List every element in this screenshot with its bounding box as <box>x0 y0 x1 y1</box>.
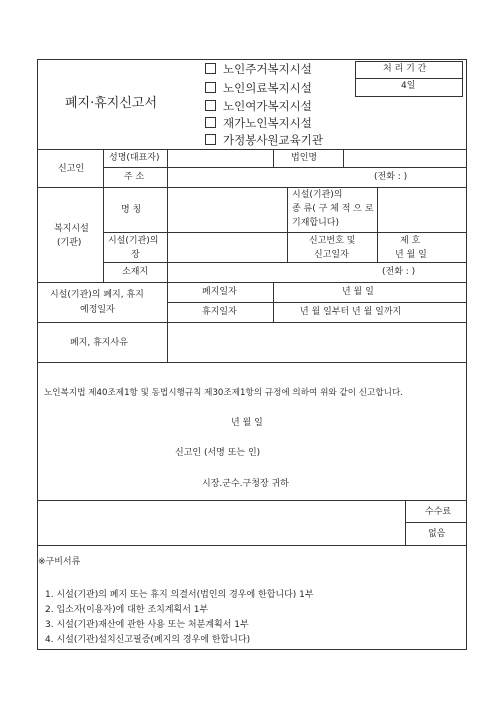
facility-section-label: 복지시설 <box>54 224 89 234</box>
facility-head-label-1: 시설(기관)의 <box>108 236 159 246</box>
declaration-statement: 노인복지법 제40조제1항 및 동법시행규칙 제30조제1항의 규정에 의하여 위와 같이 신고합니다. <box>44 388 403 398</box>
facility-section-label-sub: (기관) <box>57 238 82 248</box>
declaration-date[interactable]: 년 월 일 <box>231 418 263 428</box>
document-item: 1. 시설(기관)의 폐지 또는 휴지 의결서(법인의 경우에 한합니다) 1부 <box>45 590 314 600</box>
facility-phone-label: (전화 : ) <box>382 267 416 277</box>
checkbox-residential[interactable] <box>205 63 216 74</box>
report-number-label-2: 신고일자 <box>314 250 349 260</box>
option-residential[interactable]: 노인주거복지시설 <box>205 63 312 76</box>
facility-type-label-1: 시설(기관)의 <box>292 190 343 200</box>
checkbox-medical[interactable] <box>205 82 216 93</box>
facility-head-field[interactable] <box>168 233 287 262</box>
facility-location-field[interactable] <box>168 263 368 282</box>
applicant-name-label: 성명(대표자) <box>109 153 160 163</box>
fee-value: 없음 <box>428 529 446 539</box>
option-leisure[interactable]: 노인여가복지시설 <box>205 100 312 113</box>
form-title: 폐지·휴지신고서 <box>65 96 158 111</box>
suspension-date-label: 휴지일자 <box>202 307 237 317</box>
applicant-address-label: 주 소 <box>124 172 145 182</box>
facility-type-label-2: 종 류( 구 체 적 으 로 <box>292 204 374 214</box>
reason-label: 폐지, 휴지사유 <box>70 338 128 348</box>
facility-name-label: 명 칭 <box>121 205 142 215</box>
facility-name-field[interactable] <box>168 188 287 232</box>
report-date-value[interactable]: 년 월 일 <box>395 250 427 260</box>
applicant-phone-label: (전화 : ) <box>374 172 408 182</box>
closure-date-label: 폐지일자 <box>202 287 237 297</box>
option-medical[interactable]: 노인의료복지시설 <box>205 82 312 95</box>
suspension-date-value[interactable]: 년 월 일부터 년 월 일까지 <box>300 307 402 317</box>
checkbox-home-care[interactable] <box>205 117 216 128</box>
dates-section-label-sub: 예정일자 <box>80 305 115 315</box>
fee-label: 수수료 <box>425 507 452 517</box>
facility-type-label-3: 기재합니다) <box>292 218 339 228</box>
report-number-value[interactable]: 제 호 <box>400 236 421 246</box>
corporation-name-label: 법인명 <box>291 153 318 163</box>
checkbox-leisure[interactable] <box>205 100 216 111</box>
processing-period-label: 처 리 기 간 <box>383 64 427 74</box>
facility-location-label: 소재지 <box>122 267 149 277</box>
option-training[interactable]: 가정봉사원교육기관 <box>205 134 323 147</box>
facility-head-label-2: 장 <box>131 250 140 260</box>
dates-section-label: 시설(기관)의 폐지, 휴지 <box>50 290 144 300</box>
documents-heading: ※구비서류 <box>38 557 81 567</box>
report-number-label-1: 신고번호 및 <box>309 236 356 246</box>
applicant-section-label: 신고인 <box>58 164 85 174</box>
facility-type-field[interactable] <box>378 188 466 232</box>
applicant-name-field[interactable] <box>168 150 273 167</box>
applicant-address-field[interactable] <box>168 168 368 187</box>
document-item: 3. 시설(기관)재산에 관한 사용 또는 처분계획서 1부 <box>45 620 249 630</box>
option-home-care[interactable]: 재가노인복지시설 <box>205 117 312 130</box>
reason-field[interactable] <box>168 323 466 362</box>
checkbox-training[interactable] <box>205 134 216 145</box>
document-item: 4. 시설(기관)설치신고필증(폐지의 경우에 한합니다) <box>45 635 251 645</box>
declaration-recipient: 시장.군수.구청장 귀하 <box>202 479 289 489</box>
document-item: 2. 입소자(이용자)에 대한 조치계획서 1부 <box>45 605 209 615</box>
corporation-name-field[interactable] <box>344 150 466 167</box>
closure-date-value[interactable]: 년 월 일 <box>342 287 374 297</box>
declaration-signer[interactable]: 신고인 (서명 또는 인) <box>175 448 261 458</box>
processing-period-value: 4일 <box>401 81 416 91</box>
